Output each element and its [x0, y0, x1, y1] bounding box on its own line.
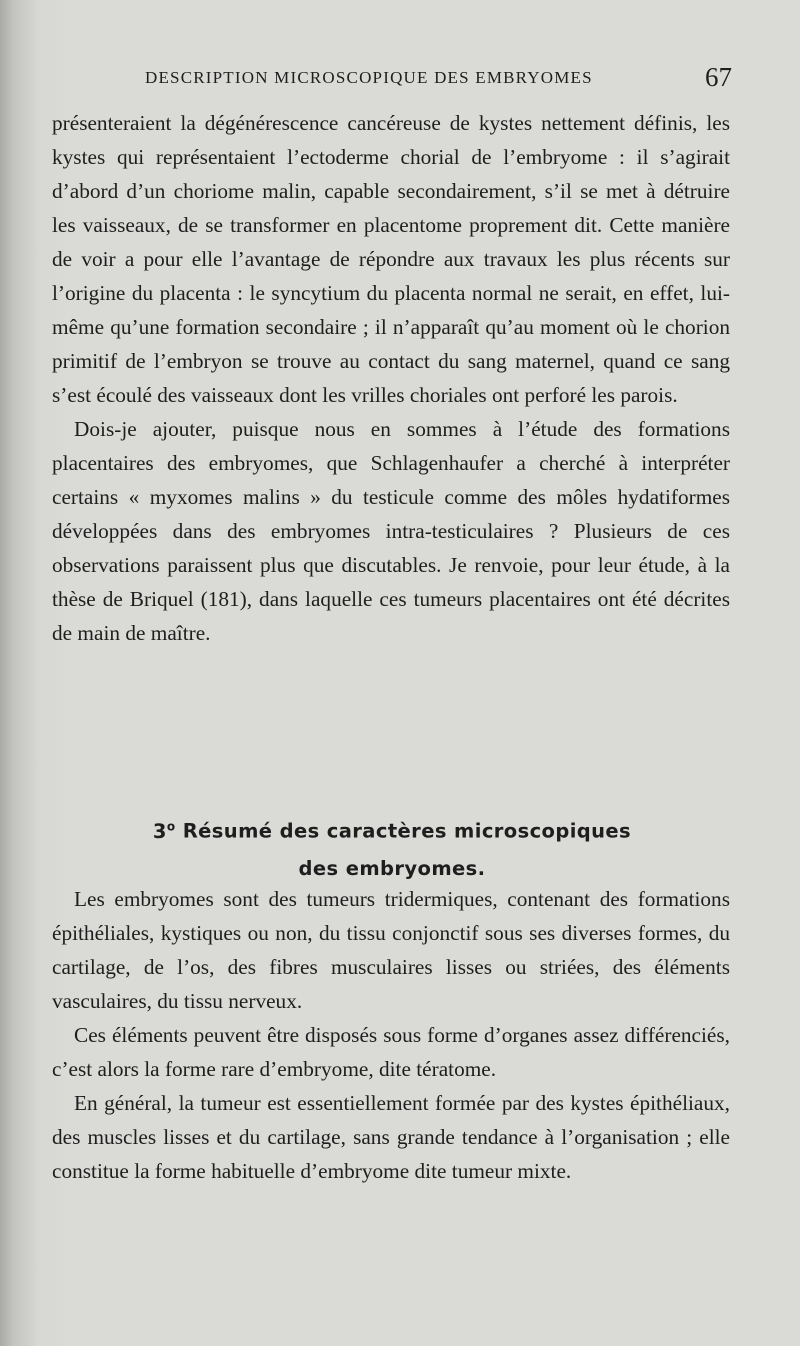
page-number: 67 — [705, 62, 732, 92]
paragraph: présenteraient la dégénérescence cancéreuse de kystes nettement définis, les kystes qui représentaient l’ectoderme chorial de l’embryome : il s’agirait d’abord d’un choriome malin, capable secondairement, s’il se met à détruire les vaisseaux, de se transformer en placentome proprement dit. Cette manière de voir a pour elle l’avantage de répondre aux travaux les plus récents sur l’origine du placenta : le syncytium du placenta normal ne serait, en effet, lui-même qu’une formation secondaire ; il n’apparaît qu’au moment où le chorion primitif de l’embryon se trouve au contact du sang maternel, quand ce sang s’est écoulé des vaisseaux dont les vrilles choriales ont perforé les parois. — [52, 111, 730, 407]
section-2-text — [52, 882, 730, 1188]
section-1-text — [52, 106, 730, 650]
paragraph: Les embryomes sont des tumeurs tridermiques, contenant des formations épithéliales, kystiques ou non, du tissu conjonctif sous ses diverses formes, du cartilage, de l’os, des fibres musculaires lisses ou striées, des éléments vasculaires, du tissu nerveux. — [52, 887, 730, 1013]
running-title: DESCRIPTION MICROSCOPIQUE DES EMBRYOMES — [145, 68, 593, 87]
paragraph: Ces éléments peuvent être disposés sous forme d’organes assez différenciés, c’est alors la forme rare d’embryome, dite tératome. — [52, 1023, 730, 1081]
paragraph: Dois-je ajouter, puisque nous en sommes à l’étude des formations placentaires des embryomes, que Schlagenhaufer a cherché à interpréter certains « myxomes malins » du testicule comme des môles hydatiformes développées dans des embryomes intra-testiculaires ? Plusieurs de ces observations paraissent plus que discutables. Je renvoie, pour leur étude, à la thèse de Briquel (181), dans laquelle ces tumeurs placentaires ont été décrites de main de maître. — [52, 417, 730, 645]
section-number: 3$^o$ — [152, 819, 176, 843]
section-heading-line-1 — [52, 808, 732, 850]
section-heading — [52, 808, 732, 887]
paragraph: En général, la tumeur est essentiellement formée par des kystes épithéliaux, des muscles lisses et du cartilage, sans grande tendance à l’organisation ; elle constitue la forme habituelle d’embryome dite tumeur mixte. — [52, 1091, 730, 1183]
section-title-part-2: des embryomes. — [298, 856, 486, 880]
section-title-part-1: Résumé des caractères microscopiques — [182, 819, 632, 843]
running-head — [0, 62, 800, 96]
